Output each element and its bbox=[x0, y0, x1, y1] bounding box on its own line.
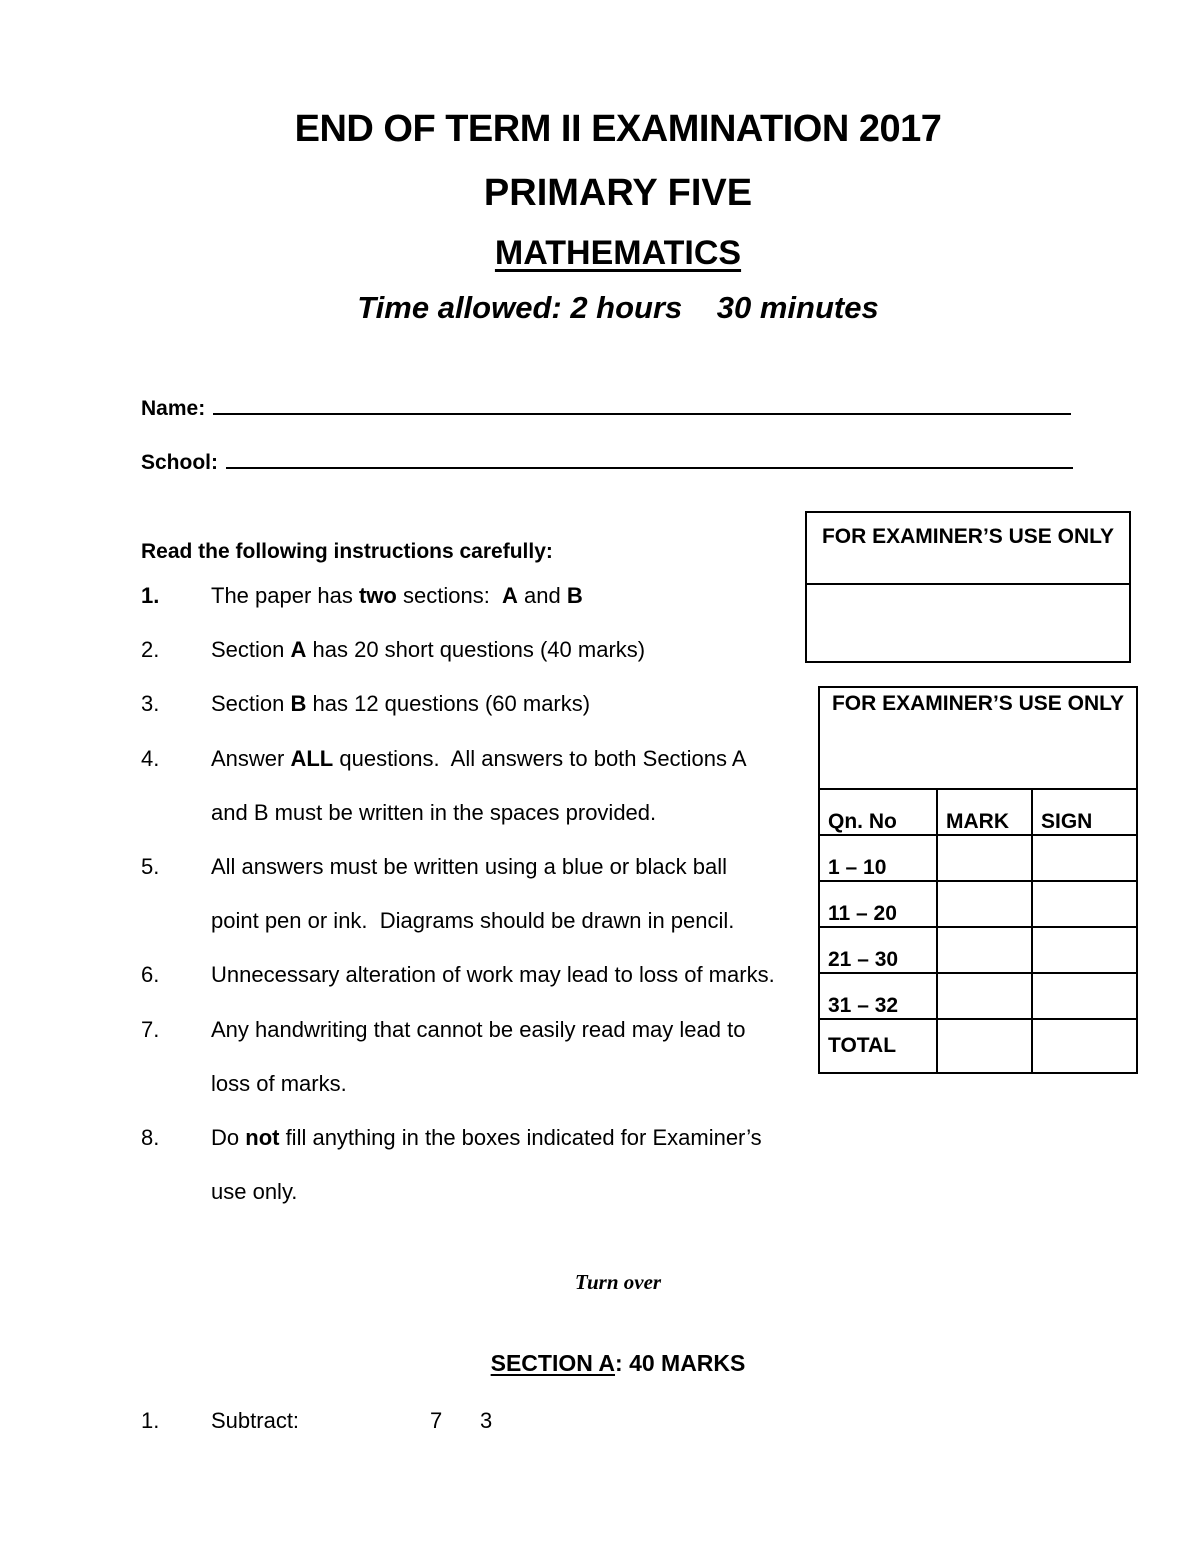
instruction-text: The paper has two sections: A and B bbox=[211, 583, 583, 608]
examiner-box-title: FOR EXAMINER’S USE ONLY bbox=[807, 513, 1129, 585]
question-operand: 7 bbox=[430, 1408, 443, 1433]
turn-over: Turn over bbox=[574, 1270, 662, 1294]
instruction-number: 3. bbox=[141, 691, 160, 716]
sign-cell bbox=[1032, 1019, 1137, 1073]
sign-cell bbox=[1032, 973, 1137, 1019]
table-row-label: 11 – 20 bbox=[819, 881, 937, 927]
instruction-number: 4. bbox=[141, 746, 160, 771]
exam-title: END OF TERM II EXAMINATION 2017 bbox=[294, 108, 942, 150]
header-sign: SIGN bbox=[1032, 789, 1137, 835]
instruction-text: point pen or ink. Diagrams should be drawn in pencil. bbox=[211, 908, 735, 933]
header-mark: MARK bbox=[937, 789, 1032, 835]
instruction-text: Any handwriting that cannot be easily read may lead to bbox=[211, 1017, 746, 1042]
instruction-text: and B must be written in the spaces provided. bbox=[211, 800, 657, 825]
instruction-number: 1. bbox=[141, 583, 160, 608]
section-a-label: SECTION A bbox=[490, 1350, 616, 1376]
sign-cell bbox=[1032, 927, 1137, 973]
examiner-box bbox=[805, 511, 1131, 663]
school-field[interactable] bbox=[141, 447, 1073, 475]
name-label: Name: bbox=[141, 397, 206, 420]
mark-cell bbox=[937, 973, 1032, 1019]
class-title: PRIMARY FIVE bbox=[483, 172, 753, 214]
instruction-text: loss of marks. bbox=[211, 1071, 347, 1096]
question-number: 1. bbox=[141, 1408, 160, 1433]
instruction-number: 8. bbox=[141, 1125, 160, 1150]
name-field[interactable] bbox=[141, 393, 1071, 421]
examiner-table bbox=[818, 686, 1138, 1074]
mark-cell bbox=[937, 927, 1032, 973]
table-row-label: TOTAL bbox=[819, 1019, 937, 1073]
examiner-table-title: FOR EXAMINER’S USE ONLY bbox=[819, 687, 1137, 789]
mark-cell bbox=[937, 835, 1032, 881]
school-label: School: bbox=[141, 451, 218, 474]
instruction-number: 6. bbox=[141, 962, 160, 987]
instruction-text: Section B has 12 questions (60 marks) bbox=[211, 691, 591, 716]
name-line[interactable] bbox=[213, 393, 1071, 415]
instruction-text: Do not fill anything in the boxes indicated for Examiner’s bbox=[211, 1125, 762, 1150]
instruction-text: Answer ALL questions. All answers to both Sections A bbox=[211, 746, 747, 771]
question-operand: 3 bbox=[480, 1408, 493, 1433]
instruction-text: use only. bbox=[211, 1179, 298, 1204]
subject-title: MATHEMATICS bbox=[494, 234, 742, 272]
section-a-marks: : 40 MARKS bbox=[615, 1350, 746, 1376]
instructions-heading: Read the following instructions carefully: bbox=[141, 540, 553, 563]
school-line[interactable] bbox=[226, 447, 1073, 469]
instruction-text: Unnecessary alteration of work may lead to loss of marks. bbox=[211, 962, 775, 987]
table-row-label: 1 – 10 bbox=[819, 835, 937, 881]
sign-cell bbox=[1032, 881, 1137, 927]
table-row-label: 31 – 32 bbox=[819, 973, 937, 1019]
mark-cell bbox=[937, 881, 1032, 927]
sign-cell bbox=[1032, 835, 1137, 881]
header-qn-no: Qn. No bbox=[819, 789, 937, 835]
question-text: Subtract: bbox=[211, 1408, 300, 1433]
instruction-number: 7. bbox=[141, 1017, 160, 1042]
instruction-number: 5. bbox=[141, 854, 160, 879]
instruction-text: All answers must be written using a blue or black ball bbox=[211, 854, 728, 879]
table-row-label: 21 – 30 bbox=[819, 927, 937, 973]
mark-cell bbox=[937, 1019, 1032, 1073]
instruction-number: 2. bbox=[141, 637, 160, 662]
section-a-title bbox=[0, 1350, 1200, 1377]
time-allowed: Time allowed: 2 hours 30 minutes bbox=[357, 290, 879, 325]
instruction-text: Section A has 20 short questions (40 marks) bbox=[211, 637, 646, 662]
